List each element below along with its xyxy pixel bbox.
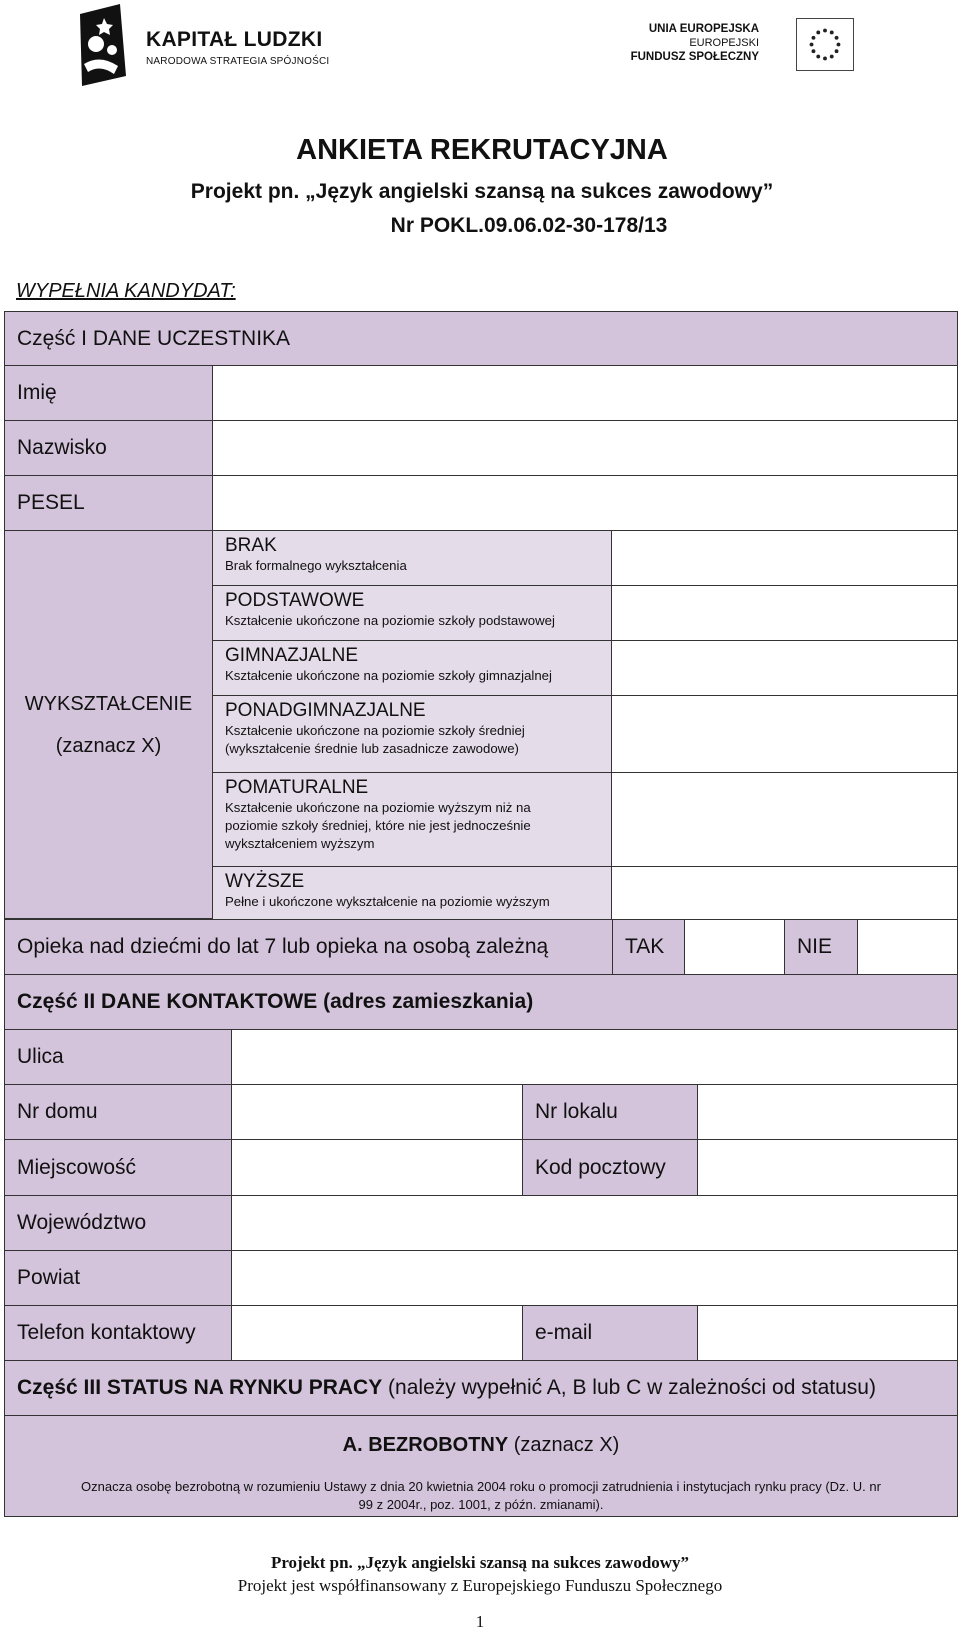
telefon-label-cell (4, 1305, 232, 1361)
kod-pocztowy-label: Kod pocztowy (535, 1155, 666, 1179)
bezrobotny-desc-line: 99 z 2004r., poz. 1001, z późn. zmianami). (358, 1497, 604, 1512)
eu-line1: UNIA EUROPEJSKA (648, 23, 759, 35)
nie-label: NIE (797, 935, 833, 958)
kl-logo-subtitle: NARODOWA STRATEGIA SPÓJNOŚCI (146, 56, 330, 67)
edu-option-title: PODSTAWOWE (225, 590, 365, 611)
opieka-label-cell (4, 919, 613, 975)
bezrobotny-heading-bold: A. BEZROBOTNY (342, 1434, 509, 1456)
edu-option-desc: Kształcenie ukończone na poziomie szkoły podstawowej (225, 613, 555, 628)
ulica-field[interactable] (231, 1029, 958, 1085)
edu-checkbox-podstawowe[interactable] (611, 585, 958, 641)
edu-option-title: BRAK (225, 535, 277, 556)
nie-checkbox[interactable] (857, 919, 958, 975)
nazwisko-label-cell (4, 420, 213, 476)
bezrobotny-description (5, 1478, 957, 1514)
tak-label-cell (612, 919, 685, 975)
pesel-label-cell (4, 475, 213, 531)
pesel-field[interactable] (212, 475, 958, 531)
project-number: Nr POKL.09.06.02-30-178/13 (390, 214, 668, 237)
edu-option-desc: Kształcenie ukończone na poziomie szkoły gimnazjalnej (225, 668, 552, 683)
powiat-label: Powiat (17, 1266, 81, 1289)
nr-domu-label-cell (4, 1084, 232, 1140)
zaznacz-x-hint: (zaznacz X) (55, 734, 162, 757)
edu-option-title: POMATURALNE (225, 777, 369, 798)
part1-heading-text: Część I DANE UCZESTNIKA (17, 326, 291, 350)
edu-checkbox-wyzsze[interactable] (611, 866, 958, 920)
powiat-label-cell (4, 1250, 232, 1306)
email-field[interactable] (697, 1305, 958, 1361)
wyksztalcenie-label-cell (4, 530, 213, 919)
edu-checkbox-pomaturalne[interactable] (611, 772, 958, 867)
part3-heading-bold: Część III STATUS NA RYNKU PRACY (17, 1376, 383, 1399)
pesel-label: PESEL (17, 491, 85, 514)
kod-pocztowy-label-cell (522, 1139, 698, 1196)
miejscowosc-label-cell (4, 1139, 232, 1196)
kapital-ludzki-emblem-icon (74, 4, 126, 86)
edu-option-desc: Brak formalnego wykształcenia (225, 558, 407, 573)
footer-project-name: Projekt pn. „Język angielski szansą na sukces zawodowy” (270, 1553, 690, 1572)
imie-label-cell (4, 365, 213, 421)
footer-cofinanced-note: Projekt jest współfinansowany z Europejskiego Funduszu Społecznego (237, 1576, 723, 1595)
ulica-label-cell (4, 1029, 232, 1085)
part3-heading-text (17, 1376, 876, 1400)
edu-option-ponadgimnazjalne (212, 695, 612, 773)
tak-label: TAK (625, 935, 665, 958)
opieka-label: Opieka nad dziećmi do lat 7 lub opieka na osobą zależną (17, 935, 549, 958)
nie-label-cell (784, 919, 858, 975)
edu-option-desc: Kształcenie ukończone na poziomie szkoły średniej (225, 723, 525, 738)
eu-logo (630, 18, 855, 72)
miejscowosc-field[interactable] (231, 1139, 523, 1196)
email-label: e-mail (535, 1321, 593, 1344)
kapital-ludzki-logo (74, 4, 334, 86)
imie-label: Imię (17, 381, 57, 404)
kod-pocztowy-field[interactable] (697, 1139, 958, 1196)
part1-heading (4, 311, 958, 366)
ulica-label: Ulica (17, 1045, 64, 1068)
edu-option-desc: (wykształcenie średnie lub zasadnicze zawodowe) (225, 741, 519, 756)
bezrobotny-section (4, 1415, 958, 1517)
edu-option-gimnazjalne (212, 640, 612, 696)
edu-checkbox-brak[interactable] (611, 530, 958, 586)
page-number: 1 (475, 1612, 485, 1631)
edu-checkbox-ponadgimnazjalne[interactable] (611, 695, 958, 773)
bezrobotny-heading-rest: (zaznacz X) (508, 1434, 620, 1456)
tak-checkbox[interactable] (684, 919, 785, 975)
nr-lokalu-label-cell (522, 1084, 698, 1140)
telefon-field[interactable] (231, 1305, 523, 1361)
wojewodztwo-field[interactable] (231, 1195, 958, 1251)
wojewodztwo-label: Województwo (17, 1211, 147, 1234)
nazwisko-label: Nazwisko (17, 436, 107, 459)
eu-logo-text (631, 22, 759, 64)
wyksztalcenie-label: WYKSZTAŁCENIE (24, 692, 193, 715)
wojewodztwo-label-cell (4, 1195, 232, 1251)
edu-option-desc: poziomie szkoły średniej, które nie jest jednocześnie (225, 818, 531, 833)
bezrobotny-heading (5, 1434, 957, 1457)
edu-option-title: PONADGIMNAZJALNE (225, 700, 426, 721)
powiat-field[interactable] (231, 1250, 958, 1306)
form-title: ANKIETA REKRUTACYJNA (296, 134, 668, 166)
bezrobotny-desc-line: Oznacza osobę bezrobotną w rozumieniu Ustawy z dnia 20 kwietnia 2004 roku o promocji zatrudnienia i instytucjach rynku pracy (Dz. U. nr (81, 1479, 881, 1494)
edu-option-desc: wykształceniem wyższym (225, 836, 375, 851)
eu-line2: EUROPEJSKI (689, 37, 759, 49)
nr-lokalu-field[interactable] (697, 1084, 958, 1140)
telefon-label: Telefon kontaktowy (17, 1321, 196, 1344)
part2-heading-text: Część II DANE KONTAKTOWE (adres zamieszkania) (17, 990, 534, 1013)
project-name: Projekt pn. „Język angielski szansą na sukces zawodowy” (190, 180, 774, 203)
part3-heading-rest: (należy wypełnić A, B lub C w zależności od statusu) (382, 1376, 876, 1399)
edu-option-wyzsze (212, 866, 612, 920)
edu-option-podstawowe (212, 585, 612, 641)
nr-domu-label: Nr domu (17, 1100, 98, 1123)
nr-domu-field[interactable] (231, 1084, 523, 1140)
edu-option-title: WYŻSZE (225, 871, 305, 892)
edu-option-title: GIMNAZJALNE (225, 645, 359, 666)
miejscowosc-label: Miejscowość (17, 1155, 137, 1179)
kl-logo-title: KAPITAŁ LUDZKI (146, 28, 323, 51)
edu-option-pomaturalne (212, 772, 612, 867)
edu-option-desc: Pełne i ukończone wykształcenie na poziomie wyższym (225, 894, 550, 909)
email-label-cell (522, 1305, 698, 1361)
edu-checkbox-gimnazjalne[interactable] (611, 640, 958, 696)
edu-option-desc: Kształcenie ukończone na poziomie wyższym niż na (225, 800, 531, 815)
edu-option-brak (212, 530, 612, 586)
eu-flag-icon (796, 18, 854, 71)
nazwisko-field[interactable] (212, 420, 958, 476)
imie-field[interactable] (212, 365, 958, 421)
part2-heading (4, 974, 958, 1030)
part3-heading (4, 1360, 958, 1416)
nr-lokalu-label: Nr lokalu (535, 1100, 618, 1123)
wypelnia-kandydat-label: WYPEŁNIA KANDYDAT: (16, 280, 236, 302)
eu-line3: FUNDUSZ SPOŁECZNY (630, 51, 759, 63)
